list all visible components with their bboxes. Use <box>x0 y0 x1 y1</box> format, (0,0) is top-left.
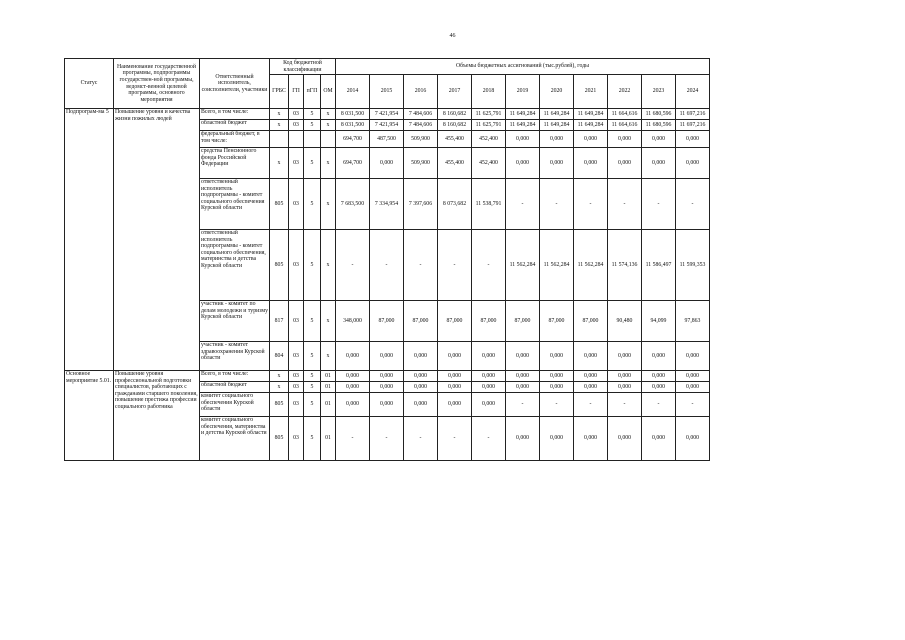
row-value: 509,900 <box>404 131 438 148</box>
row-value: 455,400 <box>438 131 472 148</box>
row-value: 0,000 <box>676 371 710 382</box>
row-value: 11 574,136 <box>608 230 642 301</box>
row-om: х <box>321 230 336 301</box>
row-value: 8 031,500 <box>336 120 370 131</box>
row-gp: 03 <box>289 382 304 393</box>
row-value: 87,000 <box>472 301 506 342</box>
row-executor: средства Пенсионного фонда Российской Федерации <box>200 148 270 179</box>
row-value: 0,000 <box>336 371 370 382</box>
row-value: 87,000 <box>574 301 608 342</box>
row-value: 0,000 <box>608 371 642 382</box>
row-value: 0,000 <box>370 148 404 179</box>
row-gp: 03 <box>289 417 304 461</box>
row-executor: участник - комитет здравоохранения Курской области <box>200 342 270 371</box>
row-value: 0,000 <box>506 148 540 179</box>
row-value: 0,000 <box>472 382 506 393</box>
row-value: - <box>404 417 438 461</box>
row-om: х <box>321 342 336 371</box>
row-value: - <box>336 417 370 461</box>
row-value: 0,000 <box>370 371 404 382</box>
row-value: 11 697,216 <box>676 109 710 120</box>
header-year: 2018 <box>472 75 506 109</box>
row-value: - <box>574 393 608 417</box>
header-year: 2016 <box>404 75 438 109</box>
row-pgp: 5 <box>304 120 321 131</box>
row-value: - <box>370 230 404 301</box>
row-executor: федеральный бюджет, в том числе: <box>200 131 270 148</box>
row-value: 87,000 <box>506 301 540 342</box>
header-name: Наименование государственной программы, подпрограммы государствен-ной программы, ведомст-венной целевой программы, основного мероприятия <box>114 59 200 109</box>
header-code: ОМ <box>321 75 336 109</box>
row-om: 01 <box>321 382 336 393</box>
row-gp: 03 <box>289 109 304 120</box>
row-grbs <box>270 131 289 148</box>
row-value: 11 649,284 <box>540 120 574 131</box>
row-gp: 03 <box>289 120 304 131</box>
row-value: 0,000 <box>642 342 676 371</box>
row-value: 7 397,606 <box>404 179 438 230</box>
row-value: 0,000 <box>608 382 642 393</box>
row-value: 0,000 <box>574 371 608 382</box>
row-value: 11 538,791 <box>472 179 506 230</box>
table-row <box>65 371 710 382</box>
row-pgp: 5 <box>304 230 321 301</box>
row-value: 7 484,606 <box>404 109 438 120</box>
row-value: 11 649,284 <box>574 120 608 131</box>
row-grbs: 805 <box>270 417 289 461</box>
row-pgp: 5 <box>304 382 321 393</box>
row-value: 0,000 <box>608 148 642 179</box>
row-value: 8 160,682 <box>438 109 472 120</box>
row-pgp: 5 <box>304 371 321 382</box>
row-value: 7 421,954 <box>370 109 404 120</box>
row-pgp: 5 <box>304 417 321 461</box>
row-grbs: 804 <box>270 342 289 371</box>
row-value: 694,700 <box>336 148 370 179</box>
row-value: 8 031,500 <box>336 109 370 120</box>
row-value: 0,000 <box>506 417 540 461</box>
row-pgp: 5 <box>304 301 321 342</box>
row-value: 11 562,284 <box>506 230 540 301</box>
row-value: 0,000 <box>676 342 710 371</box>
row-value: 0,000 <box>404 342 438 371</box>
row-om: х <box>321 148 336 179</box>
row-value: 0,000 <box>336 382 370 393</box>
row-om: х <box>321 179 336 230</box>
row-grbs: 805 <box>270 393 289 417</box>
row-value: 455,400 <box>438 148 472 179</box>
row-value: - <box>608 393 642 417</box>
row-grbs: х <box>270 120 289 131</box>
row-value: 0,000 <box>404 371 438 382</box>
row-value: 0,000 <box>438 393 472 417</box>
row-value: 11 664,616 <box>608 109 642 120</box>
row-grbs: х <box>270 371 289 382</box>
row-grbs: х <box>270 109 289 120</box>
row-value: 11 562,284 <box>540 230 574 301</box>
row-status: Подпрограм-ма 5 <box>65 109 114 371</box>
row-value: 0,000 <box>540 131 574 148</box>
row-value: 0,000 <box>642 371 676 382</box>
row-value: 11 599,353 <box>676 230 710 301</box>
row-value: 0,000 <box>404 393 438 417</box>
row-value: 0,000 <box>472 371 506 382</box>
row-value: 97,863 <box>676 301 710 342</box>
row-gp: 03 <box>289 371 304 382</box>
row-executor: ответственный исполнитель подпрограммы - комитет социального обеспечения Курской области <box>200 179 270 230</box>
row-value: 0,000 <box>676 417 710 461</box>
row-value: 11 649,284 <box>506 120 540 131</box>
row-value: 11 625,791 <box>472 109 506 120</box>
row-executor: Всего, в том числе: <box>200 109 270 120</box>
row-value: 0,000 <box>438 371 472 382</box>
row-value: - <box>404 230 438 301</box>
row-value: 0,000 <box>676 382 710 393</box>
header-year: 2024 <box>676 75 710 109</box>
row-value: 0,000 <box>574 417 608 461</box>
row-value: 0,000 <box>574 382 608 393</box>
row-gp: 03 <box>289 148 304 179</box>
row-status: Основное мероприятие 5.01. <box>65 371 114 461</box>
row-value: 7 484,606 <box>404 120 438 131</box>
row-gp: 03 <box>289 301 304 342</box>
row-value: 0,000 <box>336 393 370 417</box>
row-om: 01 <box>321 417 336 461</box>
row-value: 452,400 <box>472 148 506 179</box>
row-value: 8 160,682 <box>438 120 472 131</box>
row-value: 11 625,791 <box>472 120 506 131</box>
row-pgp <box>304 131 321 148</box>
row-value: 0,000 <box>438 382 472 393</box>
row-name: Повышение уровня профессиональной подготовки специалистов, работающих с гражданами старшего поколения, повышение престижа профессии социального работника <box>114 371 200 461</box>
row-grbs: х <box>270 148 289 179</box>
row-value: 0,000 <box>472 393 506 417</box>
row-om: 01 <box>321 393 336 417</box>
header-code: ГП <box>289 75 304 109</box>
row-value: - <box>676 393 710 417</box>
row-value: 11 586,497 <box>642 230 676 301</box>
header-executor: Ответственный исполнитель, соисполнители, участники <box>200 59 270 109</box>
row-om: х <box>321 109 336 120</box>
row-pgp: 5 <box>304 148 321 179</box>
row-value: 11 649,284 <box>506 109 540 120</box>
row-value: 0,000 <box>574 131 608 148</box>
row-value: 90,480 <box>608 301 642 342</box>
row-executor: ответственный исполнитель подпрограммы - комитет социального обеспечения, материнства и детства Курской области <box>200 230 270 301</box>
row-value: 0,000 <box>608 417 642 461</box>
row-value: 0,000 <box>642 382 676 393</box>
row-value: 11 680,596 <box>642 120 676 131</box>
row-pgp: 5 <box>304 393 321 417</box>
row-value: 0,000 <box>370 382 404 393</box>
row-value: - <box>506 179 540 230</box>
header-year: 2015 <box>370 75 404 109</box>
row-value: 0,000 <box>506 131 540 148</box>
row-value: 0,000 <box>642 131 676 148</box>
row-pgp: 5 <box>304 342 321 371</box>
row-gp: 03 <box>289 179 304 230</box>
row-value: 87,000 <box>438 301 472 342</box>
header-status: Статус <box>65 59 114 109</box>
row-pgp: 5 <box>304 179 321 230</box>
row-value: 11 697,216 <box>676 120 710 131</box>
row-value: 0,000 <box>540 382 574 393</box>
row-value: - <box>336 230 370 301</box>
row-grbs: х <box>270 382 289 393</box>
row-executor: комитет социального обеспечения, материнства и детства Курской области <box>200 417 270 461</box>
row-value: 0,000 <box>404 382 438 393</box>
row-value: 509,900 <box>404 148 438 179</box>
row-value: 0,000 <box>506 342 540 371</box>
header-code: пГП <box>304 75 321 109</box>
row-gp: 03 <box>289 393 304 417</box>
header-year: 2021 <box>574 75 608 109</box>
row-pgp: 5 <box>304 109 321 120</box>
row-grbs: 805 <box>270 230 289 301</box>
row-value: - <box>540 393 574 417</box>
row-value: 0,000 <box>642 148 676 179</box>
row-value: - <box>506 393 540 417</box>
row-value: 0,000 <box>540 148 574 179</box>
row-executor: областной бюджет <box>200 382 270 393</box>
header-year: 2017 <box>438 75 472 109</box>
row-value: - <box>642 393 676 417</box>
row-value: 87,000 <box>370 301 404 342</box>
header-year: 2023 <box>642 75 676 109</box>
row-executor: Всего, в том числе: <box>200 371 270 382</box>
row-gp: 03 <box>289 342 304 371</box>
header-year: 2014 <box>336 75 370 109</box>
row-value: 0,000 <box>676 148 710 179</box>
row-value: 487,500 <box>370 131 404 148</box>
row-value: - <box>574 179 608 230</box>
row-value: 11 664,616 <box>608 120 642 131</box>
row-value: - <box>472 417 506 461</box>
row-value: 0,000 <box>472 342 506 371</box>
row-om: 01 <box>321 371 336 382</box>
row-value: 94,099 <box>642 301 676 342</box>
row-value: 0,000 <box>676 131 710 148</box>
row-grbs: 817 <box>270 301 289 342</box>
row-value: 0,000 <box>506 382 540 393</box>
row-value: 0,000 <box>608 342 642 371</box>
row-value: 7 683,500 <box>336 179 370 230</box>
page-number: 46 <box>449 33 456 39</box>
row-value: - <box>540 179 574 230</box>
row-om: х <box>321 301 336 342</box>
row-value: 11 562,284 <box>574 230 608 301</box>
row-name: Повышение уровня и качества жизни пожилых людей <box>114 109 200 371</box>
row-value: 0,000 <box>336 342 370 371</box>
row-value: 0,000 <box>642 417 676 461</box>
row-value: 0,000 <box>540 371 574 382</box>
row-executor: участник - комитет по делам молодежи и туризму Курской области <box>200 301 270 342</box>
header-code: ГРБС <box>270 75 289 109</box>
row-value: - <box>438 230 472 301</box>
row-value: 11 649,284 <box>574 109 608 120</box>
header-year: 2022 <box>608 75 642 109</box>
row-value: 0,000 <box>370 393 404 417</box>
row-gp <box>289 131 304 148</box>
row-gp: 03 <box>289 230 304 301</box>
row-value: 0,000 <box>608 131 642 148</box>
row-value: 348,000 <box>336 301 370 342</box>
row-om: х <box>321 120 336 131</box>
row-value: - <box>438 417 472 461</box>
table-row <box>65 109 710 120</box>
row-value: - <box>370 417 404 461</box>
row-grbs: 805 <box>270 179 289 230</box>
row-value: - <box>472 230 506 301</box>
row-value: 0,000 <box>540 342 574 371</box>
row-value: 11 680,596 <box>642 109 676 120</box>
row-executor: комитет социального обеспечения Курской области <box>200 393 270 417</box>
budget-table <box>64 58 710 461</box>
row-executor: областной бюджет <box>200 120 270 131</box>
row-value: 87,000 <box>404 301 438 342</box>
row-om <box>321 131 336 148</box>
header-code-group: Код бюджетной классификации <box>270 59 336 75</box>
row-value: 0,000 <box>506 371 540 382</box>
row-value: - <box>642 179 676 230</box>
row-value: 0,000 <box>574 148 608 179</box>
row-value: - <box>676 179 710 230</box>
header-year: 2019 <box>506 75 540 109</box>
row-value: 694,700 <box>336 131 370 148</box>
row-value: 87,000 <box>540 301 574 342</box>
row-value: 452,400 <box>472 131 506 148</box>
row-value: 7 421,954 <box>370 120 404 131</box>
row-value: 0,000 <box>370 342 404 371</box>
row-value: 0,000 <box>574 342 608 371</box>
row-value: 0,000 <box>540 417 574 461</box>
header-volumes: Объемы бюджетных ассигнований (тыс.рублей), годы <box>336 59 710 75</box>
header-year: 2020 <box>540 75 574 109</box>
row-value: 11 649,284 <box>540 109 574 120</box>
row-value: - <box>608 179 642 230</box>
row-value: 8 073,682 <box>438 179 472 230</box>
row-value: 0,000 <box>438 342 472 371</box>
row-value: 7 334,954 <box>370 179 404 230</box>
